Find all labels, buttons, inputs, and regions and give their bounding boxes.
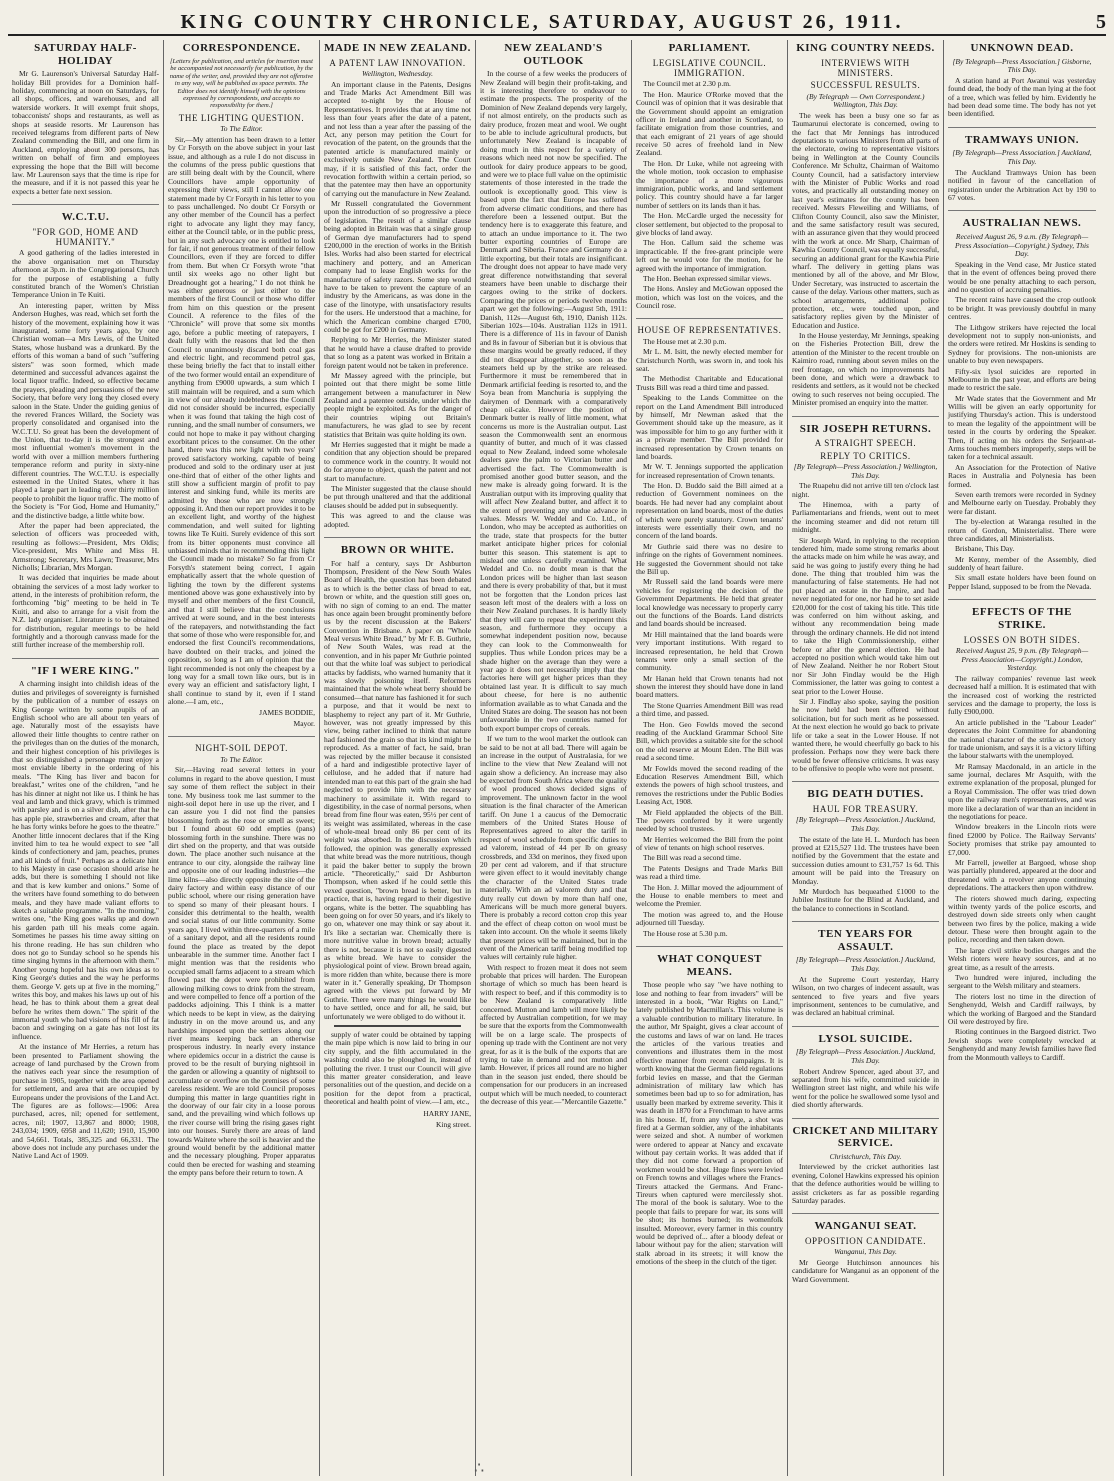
article-paragraph: Replying to Mr Herries, the Minister stated that he would have a clause drafted to provide that so long as a patent was worked in Britain a foreign patent would not be taken in preference.: [324, 335, 471, 370]
article-paragraph: Interviewed by the cricket authorities last evening, Colonel Hawkins expressed his opinion that the defence authorities would be willing to assist cricketers as far as possible regarding Saturday parades.: [792, 1162, 939, 1205]
article-headline: KING COUNTRY NEEDS.: [796, 42, 935, 54]
article: [324, 537, 471, 1129]
article-paragraph: Mr Murdoch has bequeathed £1000 to the Jubilee Institute for the Blind at Auckland, and the balance to connections in Scotland.: [792, 887, 939, 913]
article-paragraph: The Hon. Beehan expressed similar views.: [643, 273, 772, 283]
article-subheading: LEGISLATIVE COUNCIL. IMMIGRATION.: [652, 57, 767, 78]
article: [636, 318, 783, 938]
article-headline: TEN YEARS FOR ASSAULT.: [818, 928, 913, 953]
article: [168, 736, 315, 1177]
article-headline: AUSTRALIAN NEWS.: [962, 217, 1082, 230]
article-paragraph: Mr Farrell, jeweller at Bargoed, whose shop was partially plundered, appeared at the door and threatened with a revolver anyone continuing depredations. The attackers then upon withdrew.: [948, 857, 1096, 893]
article-paragraph: Sir,—Having read several letters in your columns in regard to the above question, I must say some of them reflect the subject in their tone. My business took me last summer to the night-soil depot here in use up the river, and I can assure you I did not find the pansies blossoming forth as the rose or smell as sweet; but I found about 60 odd empties (pans) blossoming forth in the sunshine. There was no dirt shed on the property, and that was outside down. The place another such nuisance at the entrance to our city, alongside the railway line and opposite one of our leading industries—the lime kilns—also directly opposite the site of the dairy factory and within easy distance of our public school, where our rising generation have to spend so many of their pleasant hours. I consider this detrimental to the health, wealth and social status of our little community. Some years ago, I lived within three-quarters of a mile of a sanitary depot, and all the residents round found the place as treated by the depot unbearable in the summer time. Another fact I might mention was that the residents who occupied small farms adjacent to a stream which flowed past the depot were prohibited from allowing milking cows to drink from the stream, and were compelled to fence off a portion of the paddocks adjoining. This I think is a matter which needs to be kept in view, as the dairying industry in on the move around us, and any hardships imposed upon the settlers along our river means keeping back an otherwise prosperous industry. In nearly every instance where epidemics occur in a district the cause is proved to be the result of burying nightsoil in the garden or allowing a quantity of nightsoil to accumulate or overflow on the premises of some careless resident. We are told Council proposes dumping this matter in large quantities right in the doorway of our fair city in a loose porous sand, and the prevailing wind which follows up the river course will bring the rising gases right into our houses. Surely there are areas of land towards Waitete where the soil is heavier and the ground would benefit by the additional matter and the necessary ploughing. Proper apparatus could then be erected for washing and steaming the empty pans before their return to town. A: [168, 765, 315, 1178]
article-headline: UNKNOWN DEAD.: [970, 42, 1074, 54]
article-paragraph: Mr Massey agreed with the principle, but pointed out that there might be some little arrangement between a manufacturer in New Zealand and a patentee outside, under which the people might be exploited. As for the danger of their countries wiping out Britain's manufacturers, he was glad to see by recent statistics that Britain was quite holding its own.: [324, 370, 471, 439]
continuation-rule: [334, 1025, 461, 1027]
article-paragraph: Two hundred were injured, including the sergeant to the Welsh military and steamers.: [948, 973, 1096, 991]
article-paragraph: Sir,—My attention has been drawn to a letter by Cr Forsyth on the above subject in your last issue, and although as a rule I do not discuss in the columns of the press public questions that are still being dealt with by the Council, where Councillors have ample opportunity of expressing their views, still I cannot allow one statement made by Cr Forsyth in his letter to you to pass unchallenged. No doubt Cr Forsyth or any other member of the Council has a perfect right to advocate any light they may fancy, either at the Council table, or in the public press, but in any such advocacy one is entitled to look for fair, if not generous treatment of their fellow Councillors, even if they are forced to differ from them. But when Cr Forsyth wrote "that until six weeks ago no other light but Dreadnought got a hearing," I do not think he was either generous or just either to the members of the first Council or those who differ from him on this question or the present Council. A reference to the files of the "Chronicle" will prove that some six months ago, before a public meeting of ratepayers, I dealt fully with the reasons that led the then Council to unanimously discard both coal gas and electric light, and recommend petrol gas, these being briefly the fact that to install either of the two former would entail an expenditure of anything from £9000 upwards, a sum which I still maintain will be required, and a sum which in view of our already indebtedness the Council did not consider should be incurred, especially when it was found that taking the high cost of running, and the small number of consumers, we could not hope to make it pay without charging exorbitant prices to the consumer. On the other hand, there was this new light with two years' proved satisfactory working, capable of being produced and sold to the ordinary user at just one-third that of either of the other lights and still show a sufficient margin of profit to pay interest and sinking fund, while its merits are admitted by those who are now strongly opposing it. And then our report provides it to be an excellent light, and worthy of the highest commendation, and well suited for lighting towns like Te Kuiti. Surely evidence of this sort from its bitter opponents must convince all unbiassed minds that in recommending this light the Council made no mistake? So far from Cr Forsyth's statement being correct, I again emphatically assert that the whole question of lighting the town by the different systems mentioned above was gone exhaustively into by myself and other members of the first Council, and that I still believe that the conclusions arrived at were sound, and in the best interests of the ratepayers, and notwithstanding the fact that some of those who were responsible for, and endorsed the first Council's recommendations, have doubted on their tracks, and joined the opposition, so long as I am of opinion that the light recommended is not only the cheapest by a long way for a small town like ours, but is in every way an efficient and satisfactory light, I shall continue to stand by it, even if I stand alone.—I am, etc.,: [168, 134, 315, 707]
article-dateline: Wanganui, This Day.: [834, 1247, 897, 1257]
article-paragraph: The Hon. Geo Fowlds moved the second reading of the Auckland Grammar School Site Bill, which provides a suitable site for the school on the old reserve at Mount Eden. The Bill was read a second time.: [636, 719, 783, 763]
article-paragraph: Speaking in the Vend case, Mr Justice stated that in the event of offences being proved there would be one penalty attaching to each person, and no question of accruing penalties.: [948, 259, 1096, 294]
letter-salutation: To The Editor.: [220, 124, 263, 134]
article-paragraph: Mr Russell said the land boards were mere vehicles for registering the decision of the Government Departments. He held that greater local knowledge was necessary to properly carry out the functions of the Boards. Land districts and land boards should be increased.: [636, 577, 783, 629]
article-dateline: (By Telegraph — Own Correspondent.) Wellington, This Day.: [806, 91, 925, 110]
article-paragraph: Speaking to the Lands Committee on the report on the Land Amendment Bill introduced by himself, Mr Newman asked that the Government should take up the measure, as it was impossible for him to go any further with it as a private member. The Bill provided for increased representation by Crown tenants on land boards.: [636, 393, 783, 461]
article-paragraph: The estate of the late H. L. Murdoch has been proved at £215,527 11d. The trustees have been notified by the Government that the estate and succession duties amount to £31,757 1s 6d. This amount will be paid into the Treasury on Monday.: [792, 834, 939, 886]
article-subheading: NIGHT-SOIL DEPOT.: [195, 743, 288, 754]
article-paragraph: The Hon. Maurice O'Rorke moved that the Council was of opinion that it was desirable that the Government should appoint an emigration officer in Ireland and another in Scotland, to facilitate emigration from those countries, and that each emigrant of 21 years of age should receive 50 acres of freehold land in New Zealand.: [636, 89, 783, 158]
article-paragraph: With respect to frozen meat it does not seem probable that prices will harden. The European shortage of which so much has been heard is with respect to beef, and if this commodity is to be New Zealand is comparatively little concerned. Mutton and lamb will more likely be affected by Australian competition, for we may be sure that the exports from the Commonwealth will be on a large scale. The prospects of opening up trade with the Continent are not very great, for as it is the bulk of the exports that are trying to take in demand and not mutton and lamb. However, if prices all round are no higher than in the season just ended, there should be compensation for our producers in an increased output which will be much needed, to counteract the decrease of this year.—"Mercantile Gazette.": [480, 962, 627, 1106]
article-subheading: OPPOSITION CANDIDATE.: [804, 1236, 927, 1247]
article-paragraph: Mr Kenny, member of the Assembly, died suddenly of heart failure.: [948, 554, 1096, 573]
article-subheading: REPLY TO CRITICS.: [820, 450, 911, 461]
letter-signature: King street.: [436, 1119, 471, 1129]
article-paragraph: The by-election at Waranga resulted in the return of Gordon, Ministerialist. There were three candidates, all Ministerialists.: [948, 517, 1096, 543]
article-paragraph: The large civil strike bodies charges and the Welsh rioters were heavy sources, and at no great time, as a result of the arrests.: [948, 945, 1096, 972]
article-headline: W.C.T.U.: [61, 211, 110, 224]
article-paragraph: Mr W. T. Jennings supported the application for increased representation of Crown tenants.: [636, 462, 783, 480]
article-subheading: THE LIGHTING QUESTION.: [178, 112, 305, 123]
article-paragraph: Mr Ramsay Macdonald, in an article in the same journal, declares Mr Asquith, with the extreme explanation of the proposal, plunged for a Royal Commission. The offer was tried down upon the railway men's representatives, and was more like a declaration of war than an incident in the negotiations for peace.: [948, 761, 1096, 822]
article-headline: WHAT CONQUEST MEANS.: [657, 953, 762, 978]
article-paragraph: An interesting paper, written by Miss Anderson Hughes, was read, which set forth the history of the movement, explaining how it was inaugurated, some forty years ago, by one Christian woman—a Mrs Lewis, of the United States, whose husband was a drunkard. By the efforts of this woman a band of such "suffering sisters" was soon formed, which made determined and successful advances against the local liquor traffic. Indeed, so effective became the prayers, pleading and persuasions of the new Society, that before very long they closed every saloon in the State. Under the guiding genius of the revered Frances Willard, the Society was properly consolidated and organised into the W.C.T.U. So great has been the development of the Union, that to-day it is the strongest and most influential women's movement in the world with over a million members furthering temperance reform and purity in sixty-nine different countries. The W.C.T.U. is especially esteemed in the United States, where it has played a large part in leading over thirty million people to prohibit the liquor traffic. The motto of the Society is "For God, Home and Humanity," and the distinctive badge, a little white bow.: [12, 300, 159, 520]
article-paragraph: Sir J. Findlay also spoke, saying the position he now held had been offered without solicitation, but for such merit as he possessed. At the next election he would go back to private life or take a seat in the Lower House. If not wanted there, he would cheerfully go back to his profession. Perhaps now they were back there would be fewer offensive criticisms. It was easy to be offensive to people who were not present.: [792, 696, 939, 774]
article-paragraph: Those people who say "we have nothing to lose and nothing to fear from invaders" will be interested in a book, "War Rights on Land," lately published by Macmillan's. This volume is a valuable contribution to military literature. In the author, Mr Spaight, gives a clear account of the customs and laws of war on land. He traces the articles of the various treaties and conventions and illustrates them in the most effective manner from recent campaigns. It is worth knowing that the German field regulations forbid levies en masse, and that the German administration of military law which has sometimes been bad up to so for admiration, has usually been marked by extreme severity. This it was death in 1870 for a Frenchman to have arms in his house. If, from any village, a shot was fired at a German soldier, any of the inhabitants were seized and shot. A number of workmen were ordered to appear at Nancy and excavate without pay certain works. It was added that if they did not come forward a proportion of workmen would be shot. Huge fines were levied on French towns and villages where the Francs-Tireurs attacked the Germans. And Franc-Tireurs when captured were mercilessly shot. The moral of the book is salutary. Woe to the people that fails to prepare for war, its sons will be shot; its homes burned; its womenfolk insulted. Moreover, every farmer in this country would be deprived of... after a bloody defeat or labour without pay for the alien; starvation will stalk abroad in its streets; it will know the emotions of the sheep in the clutch of the tiger.: [636, 980, 783, 1267]
article-paragraph: The Methodist Charitable and Educational Trusts Bill was read a third time and passed.: [636, 374, 783, 392]
page-number: 5: [1096, 11, 1106, 33]
article-dateline: [By Telegraph—Press Association.] Auckland, This Day.: [795, 1047, 936, 1065]
article-subheading: A PATENT LAW INNOVATION.: [329, 57, 466, 68]
article: [792, 42, 939, 408]
column-3: [320, 40, 476, 1476]
article-headline: SATURDAY HALF-HOLIDAY: [34, 42, 137, 67]
article-headline: CRICKET AND MILITARY SERVICE.: [792, 1124, 939, 1150]
article: [636, 946, 783, 1267]
article-paragraph: An important clause in the Patents, Designs and Trade Marks Act Amendment Bill was accepted to-night by the House of Representatives. It provides that at any time not less than four years after the date of a patent, and not less than a year after the passing of the Act, any person may petition the Court for revocation of the patent, on the grounds that the patented article is manufactured mainly or exclusively outside New Zealand. The Court may, if it is satisfied of this fact, order the revocation forthwith within a certain period, so that the patentee may then have an opportunity of carrying out the manufacture in New Zealand.: [324, 79, 471, 198]
article-paragraph: Brisbane, This Day.: [955, 544, 1015, 554]
article-subheading: HOUSE OF REPRESENTATIVES.: [637, 325, 782, 336]
letter-signature: Mayor.: [293, 719, 315, 729]
article: [480, 42, 627, 1106]
article: [12, 42, 159, 196]
article: [792, 1118, 939, 1206]
article-paragraph: Mr Hill maintained that the land boards were very important institutions. With regard to increased representation, he held that Crown tenants were only a small section of the community.: [636, 629, 783, 673]
article-paragraph: Mr G. Laurenson's Universal Saturday Half-holiday Bill provides for a Dominion half-holiday, commencing at noon on Saturdays, for all shops, offices, and warehouses, and all waterside workers. It will exempt fruit shops, tobacconists' shops and restaurants, as well as shops at seaside resorts. Mr Laurenson has received telegrams from different parts of New Zealand commending the Bill, and one firm in Auckland, employing about 300 persons, has written on behalf of firm and employees expressing the hope that the Bill will become law. Mr Laurenson says that the time is ripe for the measure, and if it is not passed this year he expects a better fate next session.: [12, 69, 159, 196]
editorial-note: [Letters for publication, and articles for insertion must be accompanied not necessarily for publication, by the name of the writer, and, provided they are not offensive in any way, will be published as space permits. The Editor does not identify himself with the opinions expressed by correspondents, and accepts no responsibility for them.]: [169, 57, 314, 110]
article: [12, 204, 159, 650]
article-paragraph: In the House yesterday, Mr Jennings, speaking on the Fisheries Protection Bill, drew the attention of the Minister to the recent trouble on Kaimiro road, running about seven miles on the reef frontage, on which no improvements had been done, and which were a drawback to residents and settlers, as it would not be checked owing to such reserves not being occupied. The Minister promised an enquiry into the matter.: [792, 331, 939, 408]
article-dateline: [By Telegraph—Press Association.] Auckland, This Day.: [952, 148, 1092, 167]
article-subheading: LOSSES ON BOTH SIDES.: [963, 634, 1081, 645]
article-paragraph: Rioting continues in the Bargoed district. Two Jewish shops were completely wrecked at Senghenydd and many Jewish families have fled from the Monmouth valleys to Cardiff.: [948, 1027, 1096, 1062]
column-7: [944, 40, 1100, 1476]
article-paragraph: An Association for the Protection of Native Races in Australia and Polynesia has been formed.: [948, 462, 1096, 489]
article-paragraph: The Hon. Callum said the scheme was impracticable. If the free-grant principle were left out he would vote for the motion, for he agreed with the importance of immigration.: [636, 238, 783, 273]
article-paragraph: For half a century, says Dr Ashburton Thompson, President of the New South Wales Board of Health, the question has been debated as to which is the better class of bread to eat, brown or white, and the question still goes on, with no sign of coming to an end. The matter has once again been brought prominently before us by the recent discussion at the Bakers' Convention in Brisbane. A paper on "Whole Meal versus White Bread," by Mr F. B. Guthrie, of New South Wales, was read at the convention, and in his paper Mr Guthrie pointed out that the white loaf was subject to periodical attacks by faddists, who warned humanity that it was slowly poisoning itself. Reformers maintained that the whole wheat berry should be consumed—that nature has fashioned it for such a purpose, and that it would be next to blasphemy to reject any part of it. Mr Guthrie, however, was not greatly impressed by this view, being rather inclined to think that nature had fashioned the grain so that its kind might be reproduced. As a matter of fact, he said, bran was rejected by the miller because it consisted of a hard and indigestible protective layer of cellulose, and he added that if nature had intended man to eat this part of the grain she had neglected to provide him with the necessary machinery to assimilate it. With regard to digestibility, in the case of normal persons, when bread from fine flour was eaten, 95½ per cent of its weight was assimilated, whereas in the case of whole-meal bread only 86 per cent of its weight was absorbed. In the discussion which followed, the opinion was generally expressed that white bread was the more nutritious, though it paid the baker better to supply the brown article. "Theoretically," said Dr Ashburton Thompson, when asked if he could settle this vexed question, "brown bread is better, but in practice, that is, having regard to their digestive organs, white is the better. The squabbling has been going on for over 50 years, and it's likely to go on, whatever one may think or say about it. It's like a sectarian war. Chemically there is more nutritive value in brown bread; actually there is not, because it is not so easily digested as white bread. We have to consider the physiological point of view. Brown bread again, is more ridden than white, because there is more water in it." Generally speaking, Dr Thompson agreed with the views put forward by Mr Guthrie. There were many things he would like to have settled, once and for all, he said, but unfortunately we were obliged to do without it.: [324, 558, 471, 1021]
article: [636, 42, 783, 310]
article-subheading: A STRAIGHT SPEECH.: [814, 438, 917, 449]
article-paragraph: The Hon. J. Millar moved the adjournment of the House to enable members to meet and welcome the Premier.: [636, 882, 783, 909]
article-paragraph: This was agreed to and the clause was adopted.: [324, 511, 471, 529]
article: [792, 1026, 939, 1110]
article-paragraph: The rioters showed much daring, expecting within twenty yards of the police escorts, and destroyed down side streets only when caught between two fires by the police, making a wide detour. These were then brought again to the police, recording and then taken down.: [948, 893, 1096, 945]
article: [324, 42, 471, 529]
masthead: [8, 4, 1106, 36]
article: [948, 42, 1096, 119]
column-2: [164, 40, 320, 1476]
article-paragraph: The Hinemoa, with a party of Parliamentarians and friends, went out to meet the incoming steamer and did not return till midnight.: [792, 499, 939, 535]
article-paragraph: At the instance of Mr Herries, a return has been presented to Parliament showing the acreage of land purchased by the Crown from the natives each year since the resumption of purchase in 1905, together with the area opened for settlement, and area that are occupied by Europeans under the provisions of the Land Act. The figures are as follows:—1906: Area purchased, acres, nil; opened for settlement, acres, nil; 1907, 13,867 and 8000; 1908, 243,034; 1909, 6958 and 11,620; 1910, 15,900 and 54,661. Totals, 385,325 and 66,331. The above does not include any purchases under the Native Land Act of 1909.: [12, 1042, 159, 1161]
article-subheading: INTERVIEWS WITH MINISTERS.: [821, 57, 910, 78]
article-paragraph: After the paper had been appreciated, the selection of officers was proceeded with, resulting as follows:—President, Mrs Oldis; Vice-president, Mrs White and Miss H. Armstrong; Secretary, Mrs Lawn; Treasurer, Mrs Nicholls; Librarian, Mrs Morgan.: [12, 520, 159, 572]
article-paragraph: Seven earth tremors were recorded in Sydney and Melbourne early on Tuesday. Probably they were far distant.: [948, 489, 1096, 516]
article-dateline: [By Telegraph—Press Association.] Gisborne, This Day.: [952, 56, 1092, 75]
article-headline: CORRESPONDENCE.: [182, 42, 301, 54]
article-paragraph: The motion was agreed to, and the House adjourned till Tuesday.: [636, 909, 783, 928]
article-dateline: Wellington, Wednesday.: [362, 68, 433, 78]
article-paragraph: At the Supreme Court yesterday, Harry Wilson, on two charges of indecent assault, was sentenced to five years and five years imprisonment, sentences to be cumulative, and was declared an habitual criminal.: [792, 974, 939, 1018]
article-paragraph: Sir Joseph Ward, in replying to the reception tendered him, made some strong remarks about the attacks made on him while he was away, and said he was going to justify every thing he had done. The thing that troubled him was the manufacturing of false statements. He had not put placed an estate in the Empire, and had never negotiated for one, nor had he to set aside £20,000 for the cost of taking his title. This title was conferred on him without asking, and without any recommendation being made through the ordinary channels. He did not intend to take the High Commissionership, either before or after the general election. He had accepted no position which would take him out of New Zealand. Neither he nor Robert Stout nor Sir John Findlay would be the High Commissioner, the latter was going to contest a seat prior to the Lower House.: [792, 535, 939, 696]
article-paragraph: Mr George Hutchinson announces his candidature for Wanganui as an opponent of the Ward Government.: [792, 1258, 939, 1284]
column-4: [476, 40, 632, 1476]
article-paragraph: An article published in the "Labour Leader" deprecates the Joint Committee for abandoning the national character of the strike as a victory for trade unionism, and says it is a victory lifting the labour stalwarts with the unemployed.: [948, 717, 1096, 761]
article-paragraph: If we turn to the wool market the outlook can be said to be not at all bad. There will again be an increase in the output of Australasia, for we incline to the view that New Zealand will not again show a deficiency. An increase may also be expected from South Africa where the quality of wool produced shows decided signs of improvement. The unknown factor in the wool situation is the final character of the American tariff. On June 1 a caucus of the Democratic members of the United States House of Representatives agreed to alter the tariff in respect of wool schedule from specific duties to ad valorem, instead of 44 per lb on greasy crossbreds, and 33d on merinos, they fixed upon 20 per cent ad valorem, and if that structure were given effect to it would inevitably change the character of the United States trade materially. With an ad valorem duty and that duty really cut down by more than half one, Americans will be much more general buyers. There is probably a record cotton crop this year and the effect of cheap cotton on wool must be taken into account. On the whole it seems likely that present prices will be maintained, but in the event of the American tariff being modified top values will certainly rule higher.: [480, 734, 627, 962]
article-paragraph: The Auckland Tramways Union has been notified in favour of the cancellation of registration under the Arbitration Act by 190 to 67 votes.: [948, 167, 1096, 202]
article-paragraph: Fifty-six lysol suicides are reported in Melbourne in the past year, and efforts are being made to restrict the sale.: [948, 366, 1096, 393]
article-paragraph: The Minister suggested that the clause should be put through unaltered and that the additional clauses should be added put in subsequently.: [324, 483, 471, 510]
article-paragraph: A charming insight into childish ideas of the duties and privileges of sovereignty is furnished by the publication of a number of essays on King George written by some pupils of an English school who are all about ten years of age. Naturally most of the essayists have allowed their little thoughts to centre rather on the privileges than on the duties of the monarch, and their highest conception of his privileges is that so distinguished a personage must enjoy a most enviable liberty in the ordering of his meals. "The King has liver and bacon for breakfast," writes one of the children, "and he has his dinner at night not like us. I think he has veal and lamb and thick gravy, which is trimmed with parsley and is on a silver dish, after that he has apple pie, strawberries and cream, after that he has forty winks before he goes to the theatre." Another little innocent declares that if the King invited him to tea he would expect to see "all kinds of confectionery and jam, peaches, prunes and all kinds of fruit." Perhaps as a delicate hint to his Majesty in case occasion should arise he adds, but there is something I should not like and that is kew kumber and onions." Some of the writers have found something to do between meals, and they have made valiant efforts to sketch a suitable programme. "In the morning," writes one, "the King goes walks up and down his garden path till his meals come again. Sometimes he passes his time away sitting on his throne reading. He has sun children who does not go to Sunday school so he spends his time singing hymns in the afternoon with them." Another young hopeful has his own ideas as to King George's duties and the way he performs them. George V. gets up at five in the morning," writes this boy, and makes his laws up out of his head, he has to think about them a great deal before he writes them down." The spirit of the immortal youth who had visions of his fill of fat bacon and swinging on a gate has not lost its influence.: [12, 679, 159, 1041]
article-headline: BROWN OR WHITE.: [340, 543, 455, 556]
continued-letter-text: supply of water could be obtained by tapping the main pipe which is now laid to bring in our city supply, and the filth accumulated in the washing could also be ploughed in, instead of polluting the river. I trust our Council will give this matter greater consideration, and leave personalities out of the question, and decide on a position for the depot from a practical, theoretical and health point of view.—I am, etc.,: [324, 1030, 471, 1107]
article-paragraph: The House met at 2.30 p.m.: [643, 336, 727, 346]
article: [12, 658, 159, 1161]
letter-signature: HARRY JANE,: [423, 1108, 471, 1118]
article-headline: EFFECTS OF THE STRIKE.: [972, 606, 1072, 631]
article-paragraph: Mr Russell congratulated the Government upon the introduction of so progressive a piece of legislation. The result of a similar clause being adopted in Britain was that a single group of German dye manufacturers had to spend £200,000 in the erection of works in the British Isles. Works had also been started for electrical machinery and pottery, and an American company had to lease English works for the manufacture of safety razors. Some step would have to be taken to prevent the capture of an industry by the Americans, as was done in the case of the linotype, with unsatisfactory results for the users. He understood that a machine, for which the American combine charged £700, could be got for £200 in Germany.: [324, 199, 471, 334]
article-paragraph: The Bill was read a second time.: [643, 853, 742, 863]
article: [168, 42, 315, 728]
article-paragraph: A station hand at Port Awanui was yesterday found dead, the body of the man lying at the foot of a tree, which was felled by him. Evidently he had been dead some time. The body has not yet been identified.: [948, 75, 1096, 119]
article-headline: SIR JOSEPH RETURNS.: [799, 422, 932, 435]
article-paragraph: The Hon. McCardle urged the necessity for closer settlement, but objected to the proposal to give blocks of land away.: [636, 211, 783, 237]
letter-signature: JAMES BODDIE,: [259, 708, 315, 718]
article-subheading: SUCCESSFUL RESULTS.: [810, 80, 921, 91]
article: [792, 781, 939, 913]
article-headline: "IF I WERE KING.": [30, 664, 141, 677]
article: [792, 1213, 939, 1284]
article-paragraph: The Stone Quarries Amendment Bill was read a third time, and passed.: [636, 700, 783, 719]
article-paragraph: Robert Andrew Spencer, aged about 37, and separated from his wife, committed suicide in Wellington street last night, and while his wife went for the police he swallowed some lysol and died shortly afterwards.: [792, 1066, 939, 1110]
article-paragraph: The recent rains have caused the crop outlook to be bright. It was previously doubtful in many centres.: [948, 295, 1096, 322]
ink-smudge-mark: ∴: [474, 1460, 485, 1477]
article-dateline: [By Telegraph—Press Association.] Auckland, This Day.: [795, 955, 936, 974]
article-paragraph: The Lithgow strikers have rejected the local development not to supply non-unionists, and the orders were retired. Mr Hoskins is sending to Sydney for provisions. The non-unionists are unable to buy even newspapers.: [948, 322, 1096, 366]
article-paragraph: Mr Fowlds moved the second reading of the Education Reserves Amendment Bill, which extends the powers of high school trustees, and removes the restrictions under the Public Bodies Leasing Act, 1908.: [636, 763, 783, 807]
article-headline: TRAMWAYS UNION.: [964, 133, 1080, 146]
article-paragraph: Mr L. M. Isitt, the newly elected member for Christchurch North, was sworn in, and took his seat.: [636, 347, 783, 373]
article-paragraph: The Ruapehu did not arrive till ten o'clock last night.: [792, 481, 939, 499]
article: [948, 127, 1096, 202]
article-paragraph: The railway companies' revenue last week decreased half a million. It is estimated that with the increased cost of working the restricted services and the damage to property, the loss is fully £900,000.: [948, 673, 1096, 717]
article-headline: BIG DEATH DUTIES.: [807, 788, 924, 801]
article-paragraph: Six small estate holders have been found on Pepper Island, supposed to be from the Nevada.: [948, 573, 1096, 591]
article-paragraph: In the course of a few weeks the producers of New Zealand will begin their profit-taking, and it is interesting therefore to endeavour to estimate the prospects. The prosperity of the Dominion of New Zealand depends very largely, if not almost entirely, on the products such as dairy produce, frozen meat and wool. We ought to be able to include agricultural products, but unfortunately New Zealand is incapable of doing much in this respect for a variety of reasons which need not now be specified. The outlook for dairy produce appears to be good, and were we to place full value on the optimistic statements of those interested in the trade the outlook is exceptionally good. This view is based upon the fact that Europe has suffered from adverse climatic conditions, and there has therefore been a lessened output. But the tendency here is to exaggerate this feature, and to attach an undue importance to it. The two butter exporting countries of Europe are Denmark and Siberia. France and Germany do a little exporting, but their totals are insignificant. The drought does not appear to have made very great difference notwithstanding that several steamers have been unable to discharge their cargoes owing to the strike of dockers. Comparing the prices or periods twelve months apart we get the following:—August 5th, 1911: Danish, 112s—August 6th, 1910, Danish 112s. Siberian 102s—104s. Australian 112s in 1911. There is a difference of 11s in favour of Danish and 8s in favour of Siberian but it is obvious that these margins would be greatly reduced, if they did not disappear altogether, so soon as the steamers held up by the strike are released. Furthermore it must be remembered that in Denmark artificial feeding is resorted to, and the Soya bean from Manchuria is supplying the dairymen of Denmark with a comparatively cheap oil-cake. However the position of Denmark butter is really of little moment, what concerns us more is the Australian output. Last season the Commonwealth sent an enormous quantity of butter, and much of it was classed equal to New Zealand, indeed some wholesale dealers gave the palm to Victorian butter and advertised the fact. The Commonwealth is promised another good butter season, and the new make is already going forward. It is the Australian output with its improving quality that will affect New Zealand butter, and affect it to the extent of preventing any undue advance in values. Messrs W. Weddel and Co. Ltd., of London, who may be accepted as authorities on the trade, state that prospects for the butter market anticipate higher prices for colonial butter this season. This statement is apt to mislead one unless carefully examined. What Weddel and Co. no doubt mean is that the London prices will be higher than last season and there is every probability of that, but it must not be forgotten that the London prices last season left most of the dealers with a loss on their New Zealand purchases. It is hardly likely that they will care to repeat the experiment this season, and furthermore they occupy a somewhat independent position now, because they can look to the Commonwealth for supplies. Thus while London prices may be a shade higher on the average than they were a year ago it does not necessarily imply that the factories here will get higher prices than they obtained last year. It is difficult to say much about cheese, for here is no authentic information available as to what Canada and the United States are doing. The season has not been unfavourable in the two countries named for both export bumper crops of cereals.: [480, 69, 627, 733]
columns-container: [8, 40, 1106, 1476]
article-paragraph: Mr Herries welcomed the Bill from the point of view of tenants on high school reserves.: [636, 834, 783, 853]
article-headline: WANGANUI SEAT.: [814, 1220, 917, 1233]
article-paragraph: The rioters lost no time in the direction of Senghenydd, Welsh and Cardiff railways, by which the working of Bargoed and the Standard Oil were destroyed by fire.: [948, 991, 1096, 1026]
article-paragraph: The Hon. D. Buddo said the Bill aimed at a reduction of Government nominees on the boards. He had never had any complaint about representation on land boards, most of the duties of which were purely statutory. Crown tenants' interests were essentially their own, and no concern of the land boards.: [636, 481, 783, 541]
article: [792, 921, 939, 1017]
article-paragraph: The Hon. Dr Luke, while not agreeing with the whole motion, took occasion to emphasise the importance of a more vigourous immigration, public works, and land settlement policy. This country should have a far larger number of settlers on its lands than it has.: [636, 158, 783, 210]
article: [948, 599, 1096, 1062]
article-headline: MADE IN NEW ZEALAND.: [324, 42, 471, 54]
article-dateline: Received August 25, 9 p.m. (By Telegraph—Press Association—Copyright.) London, Yesterday.: [955, 645, 1089, 673]
article-paragraph: Window breakers in the Lincoln riots were fined £2000 by Police. The Railway Servants' Society promises that strike pay amounted to £7,000.: [948, 822, 1096, 857]
article-dateline: [By Telegraph—Press Association.] Wellington, This Day.: [793, 461, 938, 480]
column-1: [8, 40, 164, 1476]
article-paragraph: Mr Field applauded the objects of the Bill. The powers conferred by it were urgently needed by school trustees.: [636, 807, 783, 834]
article-paragraph: It was decided that inquiries be made about obtaining the services of a most lady worker to attend, in the interests of prohibition reform, the forthcoming "big" meeting to be held in Te Kuiti, and also to arrange for a visit from the N.Z. lady organiser. Literature is to be obtained for distribution, regular meetings to be held fortnightly and a thorough canvass made for the still further increase of the membership roll.: [12, 573, 159, 650]
column-5: [632, 40, 788, 1476]
article-paragraph: Mr Herries suggested that it might be made a condition that any objection should be prepared to commence work in the country. It would not do for anyone to object, quash the patent and not start to manufacture.: [324, 440, 471, 483]
article-paragraph: The House rose at 5.30 p.m.: [643, 928, 728, 938]
article-paragraph: The Hons. Ansley and McGowan opposed the motion, which was lost on the voices, and the Council rose.: [636, 284, 783, 311]
article-dateline: Christchurch, This Day.: [829, 1151, 902, 1161]
masthead-title: KING COUNTRY CHRONICLE, SATURDAY, AUGUST 26, 1911.: [180, 11, 904, 33]
article-paragraph: The Patents Designs and Trade Marks Bill was read a third time.: [636, 863, 783, 882]
column-6: [788, 40, 944, 1476]
article-paragraph: A good gathering of the ladies interested in the above organisation met on Thursday afternoon at 3p.m. in the Congregational Church for the purpose of establishing a fully constituted branch of the Women's Christian Temperance Union in Te Kuiti.: [12, 248, 159, 300]
article-paragraph: The week has been a busy one so far as Taumarunui electorate is concerned, owing to the fact that Mr Jennings has introduced deputations to various Ministers from all parts of the electorate, owing to representative visitors being in Wellington at the County Councils Conference. Mr Schultz, Chairman of Waitomo County Council, had a satisfactory interview with the Minister of Public Works and road votes, and practically all outstanding money on last year's estimates for the county has been received. Messrs Fleweiling and Williams, of Clifton County Council, also saw the Minister, and the same satisfactory result was secured, with an assurance given that they would proceed with the work at once. Mr Sharp, Chairman of Kawhia County Council, was equally successful, securing an additional grant for the Kawhia Pirie wharf. The delivery in getting plans was mentioned by all of the above, and Mr Blow, Under Secretary, was instructed to ascertain the cause of the delay. Various other matters, such as school arrangements, additional police protection, etc., were touched upon, and satisfactory replies given by the Minister of Education and Justice.: [792, 110, 939, 330]
article-dateline: Received August 26, 9 a.m. (By Telegraph—Press Association—Copyright.) Sydney, This Day.: [955, 231, 1089, 259]
article-subheading: HAUL FOR TREASURY.: [812, 804, 919, 815]
article-headline: NEW ZEALAND'S OUTLOOK: [504, 42, 603, 67]
article: [948, 210, 1096, 591]
article: [792, 416, 939, 774]
article-headline: PARLIAMENT.: [668, 42, 751, 54]
article-paragraph: Mr Guthrie said there was no desire to infringe on the rights of Government nominees. He suggested the Government should not take the Bill up.: [636, 541, 783, 576]
letter-salutation: To The Editor.: [220, 754, 263, 764]
article-paragraph: Mr Wade states that the Government and Mr Willis will be given an early opportunity for justifying Thursday's action. This is understood to mean the legality of the appointment will be tested in the courts by ordering the Speaker. Then, if acting on his orders the Serjeant-at-Arms touches members improperly, steps will be taken for a technical assault.: [948, 393, 1096, 462]
article-dateline: [By Telegraph—Press Association.] Auckland, This Day.: [795, 815, 936, 834]
article-paragraph: The Council met at 2.30 p.m.: [643, 79, 731, 89]
article-paragraph: Mr Hanan held that Crown tenants had not shown the interest they should have done in land board matters.: [636, 673, 783, 700]
article-headline: LYSOL SUICIDE.: [818, 1032, 913, 1045]
article-subheading: "FOR GOD, HOME AND HUMANITY.": [32, 226, 139, 248]
